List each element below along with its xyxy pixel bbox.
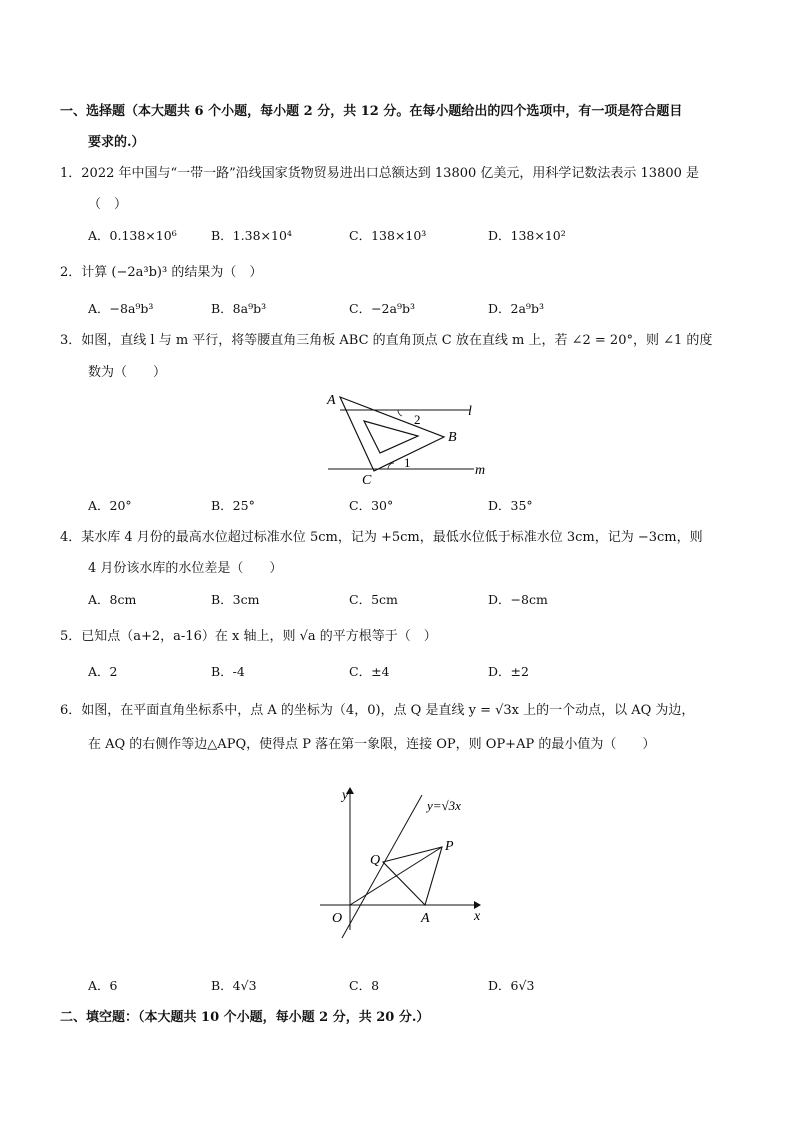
q5-option-a[interactable]: A．2 — [88, 664, 118, 679]
question-4-options — [88, 590, 688, 610]
label-y-axis: y — [342, 788, 349, 803]
q3-option-a[interactable]: A．20° — [88, 498, 132, 513]
section1-heading-cont: 要求的.） — [88, 135, 145, 150]
q5-option-c[interactable]: C．±4 — [349, 664, 390, 679]
triangle-outer — [340, 397, 444, 471]
question-5-options — [88, 662, 688, 682]
label-c: C — [362, 473, 372, 488]
angle-2-arc — [398, 410, 402, 416]
q6-option-c[interactable]: C．8 — [349, 978, 380, 993]
question-6-options — [88, 976, 688, 996]
label-angle-2: 2 — [414, 412, 421, 427]
q6-option-b[interactable]: B．4√3 — [211, 978, 257, 993]
q1-option-b[interactable]: B．1.38×10⁴ — [211, 228, 292, 243]
question-6-figure — [315, 780, 490, 945]
triangle-inner — [364, 421, 418, 453]
question-3-figure — [318, 385, 498, 489]
q2-option-a[interactable]: A．−8a⁹b³ — [88, 301, 154, 316]
q4-option-a[interactable]: A．8cm — [88, 592, 137, 607]
label-b: B — [448, 430, 457, 445]
q5-option-b[interactable]: B．-4 — [211, 664, 245, 679]
section2-heading: 二、填空题：（本大题共 10 个小题，每小题 2 分，共 20 分.） — [60, 1010, 430, 1025]
label-p: P — [445, 839, 454, 854]
segment-op — [350, 847, 442, 905]
line-y-sqrt3x — [342, 795, 422, 938]
q2-option-d[interactable]: D．2a⁹b³ — [488, 301, 544, 316]
question-1-options — [88, 226, 688, 246]
q6-option-d[interactable]: D．6√3 — [488, 978, 535, 993]
label-q: Q — [370, 853, 381, 868]
question-2-options — [88, 299, 688, 319]
q2-option-b[interactable]: B．8a⁹b³ — [211, 301, 267, 316]
q1-option-a[interactable]: A．0.138×10⁶ — [88, 228, 177, 243]
q5-option-d[interactable]: D．±2 — [488, 664, 529, 679]
label-o: O — [332, 911, 343, 926]
q3-option-d[interactable]: D．35° — [488, 498, 533, 513]
section1-heading: 一、选择题（本大题共 6 个小题，每小题 2 分，共 12 分。在每小题给出的四个选项中，有一项是符合题目 — [60, 104, 683, 119]
label-x-axis: x — [474, 909, 481, 924]
q2-option-c[interactable]: C．−2a⁹b³ — [349, 301, 415, 316]
question-6-text-cont: 在 AQ 的右侧作等边△APQ，使得点 P 落在第一象限，连接 OP，则 OP+AP 的最小值为（ ） — [88, 737, 656, 752]
q4-option-c[interactable]: C．5cm — [349, 592, 398, 607]
question-1-text-cont: （ ） — [88, 197, 128, 212]
triangle-apq — [383, 847, 442, 905]
question-6-text: 6．如图，在平面直角坐标系中，点 A 的坐标为（4，0)，点 Q 是直线 y = √3x 上的一个动点，以 AQ 为边， — [60, 703, 695, 718]
question-3-text: 3．如图，直线 l 与 m 平行，将等腰直角三角板 ABC 的直角顶点 C 放在直线 m 上，若 ∠2 = 20°，则 ∠1 的度 — [60, 333, 713, 348]
question-3-options — [88, 496, 688, 516]
label-m: m — [475, 463, 486, 478]
q1-option-d[interactable]: D．138×10² — [488, 228, 566, 243]
q1-option-c[interactable]: C．138×10³ — [349, 228, 427, 243]
q3-option-c[interactable]: C．30° — [349, 498, 394, 513]
q6-option-a[interactable]: A．6 — [88, 978, 118, 993]
q4-option-b[interactable]: B．3cm — [211, 592, 260, 607]
label-angle-1: 1 — [404, 455, 411, 470]
question-3-text-cont: 数为（ ） — [88, 365, 167, 380]
question-2-text: 2．计算 (−2a³b)³ 的结果为（ ） — [60, 265, 263, 280]
label-a: A — [327, 393, 336, 408]
label-line-equation: y=√3x — [427, 798, 461, 813]
question-4-text: 4．某水库 4 月份的最高水位超过标准水位 5cm，记为 +5cm，最低水位低于标准水位 3cm，记为 −3cm，则 — [60, 530, 703, 545]
q4-option-d[interactable]: D．−8cm — [488, 592, 548, 607]
question-4-text-cont: 4 月份该水库的水位差是（ ） — [88, 561, 283, 576]
q3-option-b[interactable]: B．25° — [211, 498, 255, 513]
question-1-text: 1．2022 年中国与“一带一路”沿线国家货物贸易进出口总额达到 13800 亿美元，用科学记数法表示 13800 是 — [60, 166, 700, 181]
label-l: l — [468, 404, 472, 419]
label-a: A — [421, 911, 430, 926]
question-5-text: 5．已知点（a+2，a-16）在 x 轴上，则 √a 的平方根等于（ ） — [60, 629, 437, 644]
